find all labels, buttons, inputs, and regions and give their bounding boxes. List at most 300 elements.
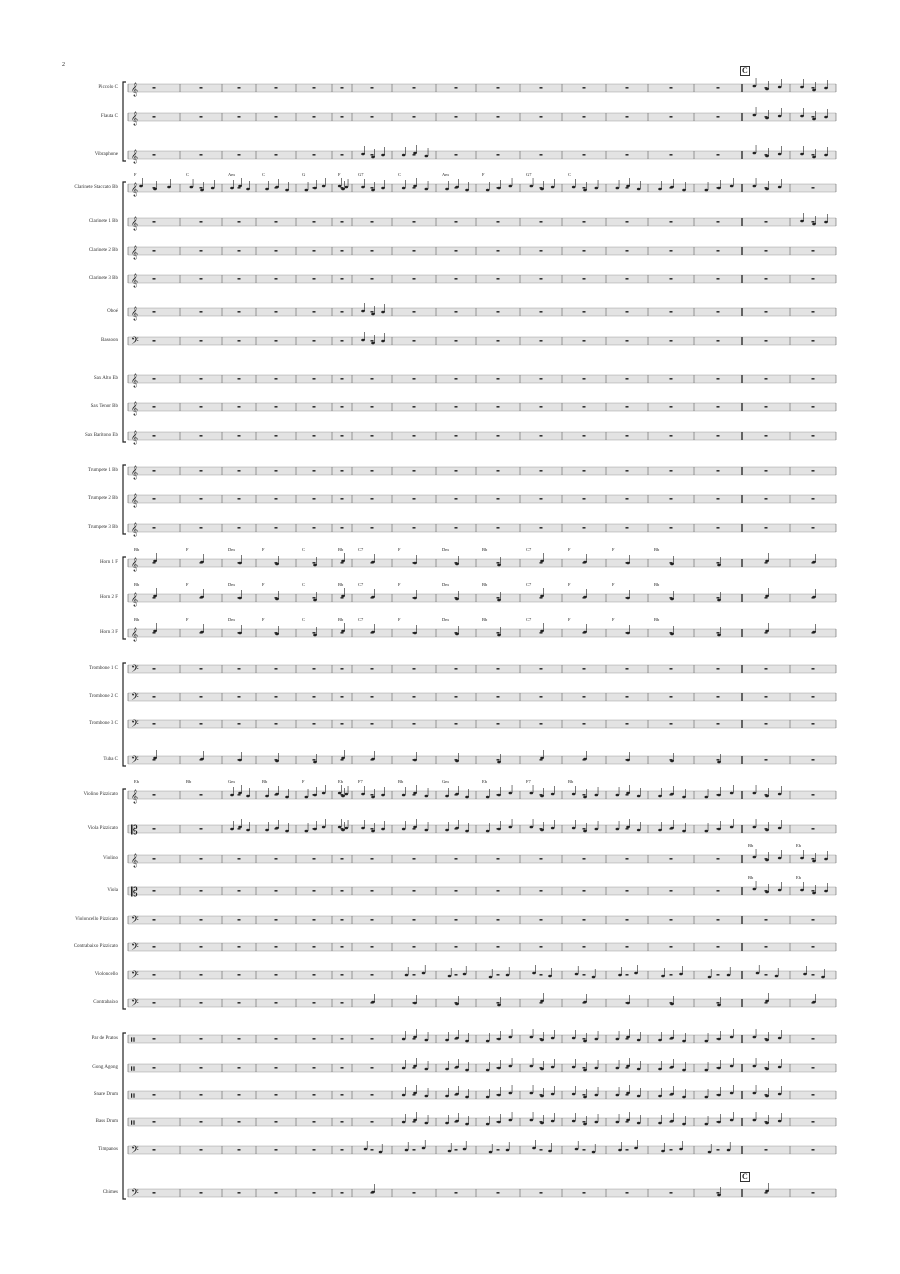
- note-head: [753, 856, 757, 859]
- rest-mark: [812, 311, 815, 313]
- clef-icon: 𝄢: [131, 941, 139, 955]
- rest-mark: [341, 1038, 344, 1040]
- rest-mark: [200, 116, 203, 118]
- rest-mark: [413, 974, 416, 976]
- note-head: [413, 792, 417, 795]
- chord-symbol: Bb: [748, 875, 754, 880]
- staff-band: [128, 1035, 836, 1043]
- chord-symbol: Dm: [442, 547, 449, 552]
- instrument-label: Bass Drum: [95, 1119, 118, 1124]
- chord-symbol: G: [302, 172, 306, 177]
- rest-mark: [765, 221, 768, 223]
- note-head: [445, 1039, 449, 1042]
- note-head: [238, 562, 242, 565]
- note-head: [670, 760, 674, 763]
- rest-mark: [371, 858, 374, 860]
- note-head: [765, 1039, 769, 1042]
- note-head: [230, 828, 234, 831]
- note-head: [345, 186, 349, 189]
- rest-mark: [371, 406, 374, 408]
- note-head: [540, 757, 544, 760]
- note-head: [313, 599, 317, 602]
- note-head: [341, 560, 345, 563]
- rest-mark: [341, 1192, 344, 1194]
- note-head: [765, 891, 769, 894]
- note-head: [509, 1036, 513, 1039]
- note-head: [341, 188, 345, 191]
- rest-mark: [717, 87, 720, 89]
- rest-mark: [371, 221, 374, 223]
- chord-symbol: Bb: [338, 582, 344, 587]
- staff-band: [128, 151, 836, 159]
- rest-mark: [626, 435, 629, 437]
- note-head: [812, 118, 816, 121]
- note-head: [717, 599, 721, 602]
- rest-mark: [238, 1002, 241, 1004]
- chord-symbol: Bb: [748, 843, 754, 848]
- rest-mark: [341, 946, 344, 948]
- rest-mark: [717, 597, 720, 599]
- rest-mark: [540, 340, 543, 342]
- staff-band: [128, 855, 836, 863]
- rest-mark: [670, 696, 673, 698]
- rest-mark: [765, 311, 768, 313]
- rest-mark: [275, 311, 278, 313]
- rest-mark: [626, 668, 629, 670]
- rest-mark: [765, 696, 768, 698]
- staff: [128, 1144, 836, 1158]
- note-head: [540, 630, 544, 633]
- note-head: [465, 830, 469, 833]
- note-head: [275, 563, 279, 566]
- rest-mark: [765, 527, 768, 529]
- rest-mark: [313, 470, 316, 472]
- rest-mark: [200, 527, 203, 529]
- note-head: [486, 1069, 490, 1072]
- rest-mark: [200, 498, 203, 500]
- chord-symbol: F: [482, 172, 485, 177]
- rest-mark: [341, 250, 344, 252]
- staff: [128, 493, 836, 507]
- clef-icon: 𝄢: [131, 754, 139, 768]
- rest-mark: [765, 378, 768, 380]
- clef-icon: 𝄥: [131, 1033, 135, 1047]
- note-head: [361, 793, 365, 796]
- rest-mark: [626, 946, 629, 948]
- note-head: [637, 829, 641, 832]
- rest-mark: [275, 340, 278, 342]
- rest-mark: [413, 858, 416, 860]
- note-head: [730, 1119, 734, 1122]
- note-head: [509, 1092, 513, 1095]
- clef-icon: 𝄢: [131, 969, 139, 983]
- staff: [128, 885, 836, 899]
- note-head: [717, 1094, 721, 1097]
- chord-symbol: Bb: [482, 617, 488, 622]
- note-head: [425, 1095, 429, 1098]
- note-head: [402, 828, 406, 831]
- rest-mark: [238, 154, 241, 156]
- rest-mark: [455, 87, 458, 89]
- note-head: [371, 631, 375, 634]
- chord-symbol: F: [612, 617, 615, 622]
- clef-icon: 𝄞: [131, 401, 139, 415]
- chord-symbol: Bb: [654, 547, 660, 552]
- rest-mark: [313, 1149, 316, 1151]
- rest-mark: [540, 250, 543, 252]
- rest-mark: [626, 890, 629, 892]
- rest-mark: [670, 406, 673, 408]
- note-head: [626, 185, 630, 188]
- rest-mark: [341, 527, 344, 529]
- note-head: [595, 1038, 599, 1041]
- rest-mark: [341, 221, 344, 223]
- staff: [128, 823, 836, 837]
- note-head: [509, 1065, 513, 1068]
- rest-mark: [313, 974, 316, 976]
- rest-mark: [153, 1149, 156, 1151]
- rest-mark: [812, 723, 815, 725]
- rest-mark: [238, 1067, 241, 1069]
- rest-mark: [153, 278, 156, 280]
- rest-mark: [540, 974, 543, 976]
- rest-mark: [341, 278, 344, 280]
- rest-mark: [670, 890, 673, 892]
- rest-mark: [626, 250, 629, 252]
- note-head: [381, 187, 385, 190]
- note-head: [285, 189, 289, 192]
- rest-mark: [313, 1002, 316, 1004]
- rest-mark: [275, 1192, 278, 1194]
- note-head: [753, 1065, 757, 1068]
- note-head: [551, 793, 555, 796]
- rest-mark: [717, 1149, 720, 1151]
- note-head: [717, 794, 721, 797]
- rest-mark: [200, 1121, 203, 1123]
- rest-mark: [275, 278, 278, 280]
- note-head: [778, 1093, 782, 1096]
- note-head: [730, 1036, 734, 1039]
- rest-mark: [497, 858, 500, 860]
- note-head: [448, 1150, 452, 1153]
- rest-mark: [497, 562, 500, 564]
- rest-mark: [626, 340, 629, 342]
- note-head: [616, 1121, 620, 1124]
- note-head: [200, 596, 204, 599]
- rest-mark: [455, 668, 458, 670]
- rest-mark: [670, 946, 673, 948]
- note-head: [381, 828, 385, 831]
- rest-mark: [497, 87, 500, 89]
- note-head: [812, 596, 816, 599]
- rest-mark: [200, 154, 203, 156]
- staff-band: [128, 665, 836, 673]
- note-head: [379, 1151, 383, 1154]
- rest-mark: [238, 668, 241, 670]
- chord-symbol: C: [186, 172, 190, 177]
- staff-band: [128, 594, 836, 602]
- rest-mark: [717, 116, 720, 118]
- note-head: [402, 794, 406, 797]
- rest-mark: [717, 498, 720, 500]
- rest-mark: [812, 1121, 815, 1123]
- note-head: [592, 976, 596, 979]
- rest-mark: [717, 278, 720, 280]
- rest-mark: [765, 340, 768, 342]
- note-head: [509, 1119, 513, 1122]
- chord-symbol: Bb: [338, 617, 344, 622]
- rest-mark: [275, 946, 278, 948]
- staff-band: [128, 825, 836, 833]
- note-head: [548, 975, 552, 978]
- rest-mark: [313, 1038, 316, 1040]
- note-head: [658, 795, 662, 798]
- rest-mark: [455, 470, 458, 472]
- rest-mark: [717, 154, 720, 156]
- note-head: [455, 1093, 459, 1096]
- chord-symbol: F: [338, 172, 341, 177]
- rest-mark: [812, 278, 815, 280]
- rest-mark: [238, 527, 241, 529]
- rest-mark: [455, 340, 458, 342]
- rest-mark: [238, 378, 241, 380]
- rest-mark: [200, 858, 203, 860]
- rest-mark: [413, 435, 416, 437]
- rest-mark: [626, 498, 629, 500]
- rest-mark: [313, 858, 316, 860]
- note-head: [413, 826, 417, 829]
- rest-mark: [371, 668, 374, 670]
- chord-symbol: F: [568, 547, 571, 552]
- rest-mark: [583, 1094, 586, 1096]
- rest-mark: [313, 1094, 316, 1096]
- note-head: [275, 186, 279, 189]
- clef-icon: 𝄞: [131, 149, 139, 163]
- note-head: [705, 796, 709, 799]
- rest-mark: [583, 116, 586, 118]
- staff-band: [128, 184, 836, 192]
- instrument-label: Clarinete 2 Bb: [88, 248, 118, 253]
- group-bracket: [123, 182, 126, 442]
- note-head: [381, 311, 385, 314]
- rest-mark: [341, 1149, 344, 1151]
- note-head: [425, 795, 429, 798]
- rest-mark: [670, 154, 673, 156]
- note-head: [717, 1038, 721, 1041]
- rest-mark: [540, 278, 543, 280]
- note-head: [583, 631, 587, 634]
- note-head: [824, 221, 828, 224]
- note-head: [595, 1121, 599, 1124]
- note-head: [463, 973, 467, 976]
- rest-mark: [371, 311, 374, 313]
- chord-symbol: F: [568, 617, 571, 622]
- note-head: [455, 1003, 459, 1006]
- note-head: [616, 1038, 620, 1041]
- note-head: [238, 632, 242, 635]
- note-head: [778, 186, 782, 189]
- rest-mark: [765, 250, 768, 252]
- rest-mark: [313, 1121, 316, 1123]
- note-head: [778, 115, 782, 118]
- note-head: [705, 189, 709, 192]
- rest-mark: [670, 278, 673, 280]
- rest-mark: [341, 87, 344, 89]
- note-head: [530, 1036, 534, 1039]
- note-head: [246, 188, 250, 191]
- note-head: [812, 892, 816, 895]
- rest-mark: [313, 221, 316, 223]
- group-bracket: [123, 557, 126, 639]
- rest-mark: [626, 919, 629, 921]
- rest-mark: [497, 890, 500, 892]
- note-head: [705, 1123, 709, 1126]
- rest-mark: [200, 828, 203, 830]
- rest-mark: [626, 1149, 629, 1151]
- rest-mark: [812, 87, 815, 89]
- note-head: [313, 187, 317, 190]
- rest-mark: [540, 498, 543, 500]
- rest-mark: [540, 87, 543, 89]
- rest-mark: [275, 154, 278, 156]
- instrument-label: Tuba C: [103, 757, 118, 762]
- note-head: [551, 1037, 555, 1040]
- staff: [128, 245, 836, 259]
- note-head: [238, 792, 242, 795]
- rest-mark: [341, 378, 344, 380]
- note-head: [583, 1001, 587, 1004]
- staff: [128, 592, 836, 606]
- rest-mark: [583, 974, 586, 976]
- rest-mark: [413, 470, 416, 472]
- note-head: [275, 633, 279, 636]
- rest-mark: [313, 340, 316, 342]
- note-head: [540, 560, 544, 563]
- note-head: [275, 760, 279, 763]
- rest-mark: [540, 221, 543, 223]
- note-head: [371, 561, 375, 564]
- staff-band: [128, 113, 836, 121]
- rest-mark: [626, 278, 629, 280]
- note-head: [338, 792, 342, 795]
- chord-symbol: Bb: [338, 547, 344, 552]
- staff: [128, 914, 836, 928]
- rest-mark: [497, 1002, 500, 1004]
- rest-mark: [717, 435, 720, 437]
- note-head: [322, 826, 326, 829]
- rest-mark: [812, 116, 815, 118]
- rest-mark: [371, 723, 374, 725]
- rest-mark: [765, 470, 768, 472]
- rest-mark: [238, 858, 241, 860]
- chord-symbol: C7: [526, 617, 532, 622]
- note-head: [497, 1038, 501, 1041]
- note-head: [634, 972, 638, 975]
- rest-mark: [371, 498, 374, 500]
- note-head: [705, 1096, 709, 1099]
- rest-mark: [313, 498, 316, 500]
- note-head: [465, 1096, 469, 1099]
- note-head: [509, 185, 513, 188]
- rest-mark: [717, 946, 720, 948]
- note-head: [465, 796, 469, 799]
- rest-mark: [812, 696, 815, 698]
- chord-symbol: C7: [526, 547, 532, 552]
- rest-mark: [812, 340, 815, 342]
- rest-mark: [313, 116, 316, 118]
- note-head: [230, 187, 234, 190]
- rest-mark: [812, 406, 815, 408]
- rest-mark: [540, 858, 543, 860]
- note-head: [800, 115, 804, 118]
- chord-symbol: Bb: [134, 617, 140, 622]
- chord-symbol: F: [262, 582, 265, 587]
- note-head: [305, 830, 309, 833]
- note-head: [572, 1037, 576, 1040]
- note-head: [455, 1037, 459, 1040]
- rest-mark: [341, 1094, 344, 1096]
- note-head: [626, 826, 630, 829]
- instrument-label: Sax Alto Eb: [93, 376, 118, 381]
- rest-mark: [717, 406, 720, 408]
- rest-mark: [812, 668, 815, 670]
- chord-symbol: F7: [358, 779, 363, 784]
- chord-symbol: F: [612, 582, 615, 587]
- staff-band: [128, 432, 836, 440]
- note-head: [583, 830, 587, 833]
- rest-mark: [313, 946, 316, 948]
- note-head: [637, 1039, 641, 1042]
- note-head: [658, 829, 662, 832]
- chord-symbol: Bb: [482, 547, 488, 552]
- chord-symbol: Am: [228, 172, 235, 177]
- rest-mark: [200, 278, 203, 280]
- note-head: [509, 792, 513, 795]
- rest-mark: [341, 470, 344, 472]
- rest-mark: [583, 435, 586, 437]
- note-head: [708, 1151, 712, 1154]
- chord-symbol: Eb: [482, 779, 487, 784]
- note-head: [413, 152, 417, 155]
- rest-mark: [153, 435, 156, 437]
- rest-mark: [313, 597, 316, 599]
- rest-mark: [717, 311, 720, 313]
- staff-band: [128, 1189, 836, 1197]
- note-head: [765, 1000, 769, 1003]
- note-head: [800, 889, 804, 892]
- rest-mark: [765, 435, 768, 437]
- rest-mark: [153, 668, 156, 670]
- note-head: [540, 1068, 544, 1071]
- rest-mark: [497, 597, 500, 599]
- rest-mark: [200, 340, 203, 342]
- clef-icon: 𝄞: [131, 111, 139, 125]
- rest-mark: [371, 1038, 374, 1040]
- rest-mark: [371, 919, 374, 921]
- rest-mark: [313, 527, 316, 529]
- note-head: [778, 889, 782, 892]
- note-head: [753, 185, 757, 188]
- clef-icon: 𝄞: [131, 522, 139, 536]
- chord-symbol: F: [134, 172, 137, 177]
- instrument-label: Trumpete 1 Bb: [87, 468, 118, 473]
- rest-mark: [153, 723, 156, 725]
- rest-mark: [313, 632, 316, 634]
- note-head: [775, 975, 779, 978]
- note-head: [532, 1147, 536, 1150]
- rest-mark: [765, 946, 768, 948]
- note-head: [717, 1121, 721, 1124]
